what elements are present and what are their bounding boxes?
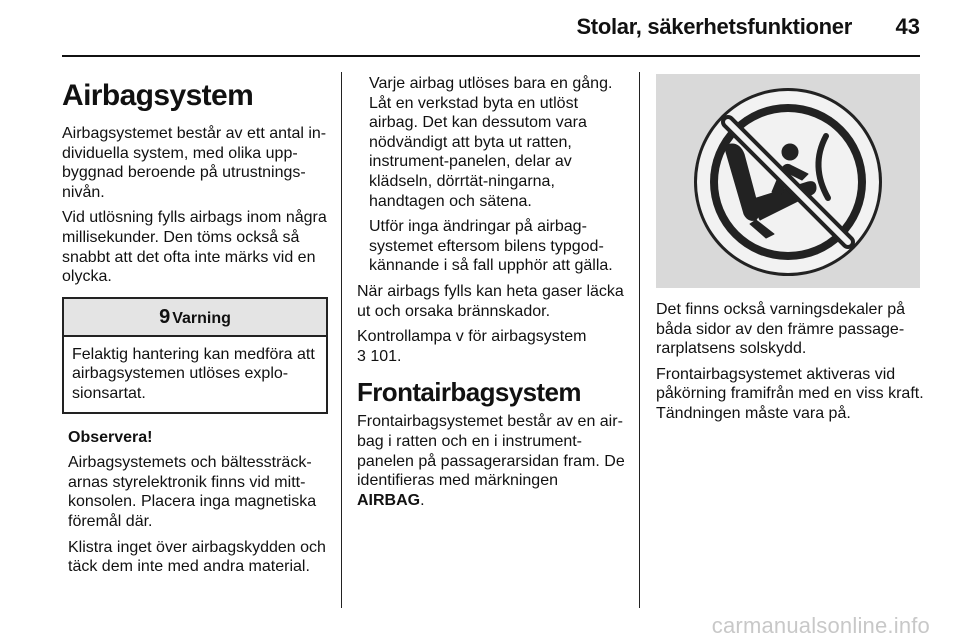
front-airbag-text: Frontairbagsystemet består av en air-bag i ratten och en i instrument-panelen på passagerarsidan fram. De identifieras med märkningen bbox=[357, 413, 625, 490]
warning-header bbox=[64, 299, 326, 337]
column-1 bbox=[62, 78, 328, 583]
warning-triangle-icon: 9 bbox=[159, 305, 171, 328]
watermark: carmanualsonline.info bbox=[711, 613, 930, 638]
warning-box bbox=[62, 297, 328, 414]
warning-text: Felaktig hantering kan medföra att airbagsystemen utlöses explo-sionsartat. bbox=[72, 345, 315, 402]
paragraph bbox=[357, 412, 627, 510]
section-title-frontairbagsystem: Frontairbagsystem bbox=[357, 377, 581, 408]
page-reference-icon: 3 bbox=[357, 347, 366, 365]
page-reference: 101. bbox=[370, 347, 402, 365]
header-rule bbox=[62, 55, 920, 57]
column-2 bbox=[357, 74, 627, 516]
column-divider-1 bbox=[341, 72, 342, 608]
airbag-warning-light-icon: v bbox=[455, 328, 464, 346]
control-lamp-suffix: för airbagsystem bbox=[468, 328, 587, 346]
section-title-airbagsystem: Airbagsystem bbox=[62, 79, 254, 112]
sentence-period: . bbox=[420, 491, 425, 509]
control-lamp-label: Kontrollampa bbox=[357, 328, 452, 346]
no-child-seat-prohibition-icon bbox=[656, 74, 920, 288]
indented-paragraph: Utför inga ändringar på airbag-systemet eftersom bilens typgod-kännande i så fall upphör att gälla. bbox=[369, 218, 613, 275]
indented-paragraph: Varje airbag utlöses bara en gång. Låt en verkstad byta en utlöst airbag. Det kan dessutom vara nödvändigt att byta ut ratten, instrument-panelen, delar av klädseln, dörrtät-ningarna, handtagen och sätena. bbox=[369, 75, 613, 210]
airbag-marking-label: AIRBAG bbox=[357, 491, 421, 509]
paragraph: Frontairbagsystemet aktiveras vid påkörning framifrån med en viss kraft. Tändningen måste vara på. bbox=[656, 365, 924, 422]
note-paragraph: Airbagsystemets och bältessträck-arnas styrelektronik finns vid mitt-konsolen. Placera inga magnetiska föremål där. bbox=[68, 454, 317, 530]
paragraph: Vid utlösning fylls airbags inom några millisekunder. Den töms också så snabbt att det ofta inte märks vid en olycka. bbox=[62, 209, 327, 286]
note-title: Observera! bbox=[68, 428, 153, 446]
control-lamp-paragraph bbox=[357, 327, 627, 366]
warning-title: Varning bbox=[172, 309, 231, 327]
page-header-title: Stolar, säkerhetsfunktioner bbox=[576, 14, 852, 39]
paragraph: Det finns också varningsdekaler på båda sidor av den främre passage-rarplatsens solskydd. bbox=[656, 301, 906, 358]
note-paragraph: Klistra inget över airbagskydden och täck dem inte med andra material. bbox=[68, 538, 326, 576]
column-divider-2 bbox=[639, 72, 640, 608]
paragraph: Airbagsystemet består av ett antal in-dividuella system, med olika upp-byggnad beroende på utrustnings-nivån. bbox=[62, 125, 327, 201]
paragraph: När airbags fylls kan heta gaser läcka ut och orsaka brännskador. bbox=[357, 282, 624, 320]
note-block bbox=[62, 428, 328, 577]
warning-figure bbox=[656, 74, 920, 288]
column-3 bbox=[656, 300, 924, 430]
page-number: 43 bbox=[895, 14, 920, 39]
